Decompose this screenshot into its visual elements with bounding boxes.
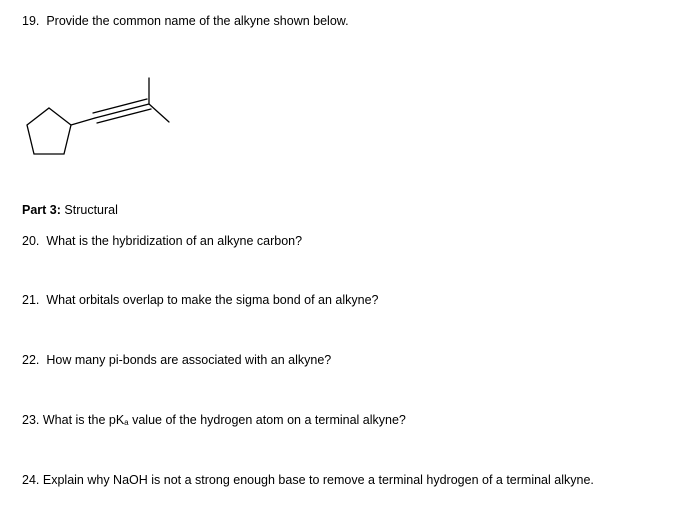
question-number: 22.	[22, 353, 40, 367]
ring-to-alkyne-bond	[71, 118, 95, 125]
pka-subscript: a	[124, 418, 129, 427]
part-3-heading	[22, 203, 118, 217]
question-22	[22, 353, 331, 367]
question-24	[22, 473, 594, 487]
methyl-bond-down	[149, 104, 169, 122]
question-text: Provide the common name of the alkyne shown below.	[46, 14, 349, 28]
question-text-after: value of the hydrogen atom on a terminal alkyne?	[132, 413, 406, 427]
question-23	[22, 413, 406, 427]
question-20	[22, 234, 302, 248]
question-number: 24.	[22, 473, 40, 487]
part-label: Part 3:	[22, 203, 61, 217]
cyclopentane-ring	[27, 108, 71, 154]
question-text-before: What is the pK	[42, 413, 125, 427]
question-21	[22, 293, 378, 307]
question-number: 19.	[22, 14, 40, 28]
alkyne-structure-diagram	[0, 0, 679, 200]
part-title: Structural	[64, 203, 118, 217]
question-text: What is the hybridization of an alkyne carbon?	[46, 234, 303, 248]
question-text: Explain why NaOH is not a strong enough base to remove a terminal hydrogen of a terminal alkyne.	[42, 473, 594, 487]
question-number: 21.	[22, 293, 40, 307]
question-text: What orbitals overlap to make the sigma bond of an alkyne?	[46, 293, 379, 307]
question-text: How many pi-bonds are associated with an alkyne?	[46, 353, 332, 367]
question-number: 23.	[22, 413, 40, 427]
question-number: 20.	[22, 234, 40, 248]
